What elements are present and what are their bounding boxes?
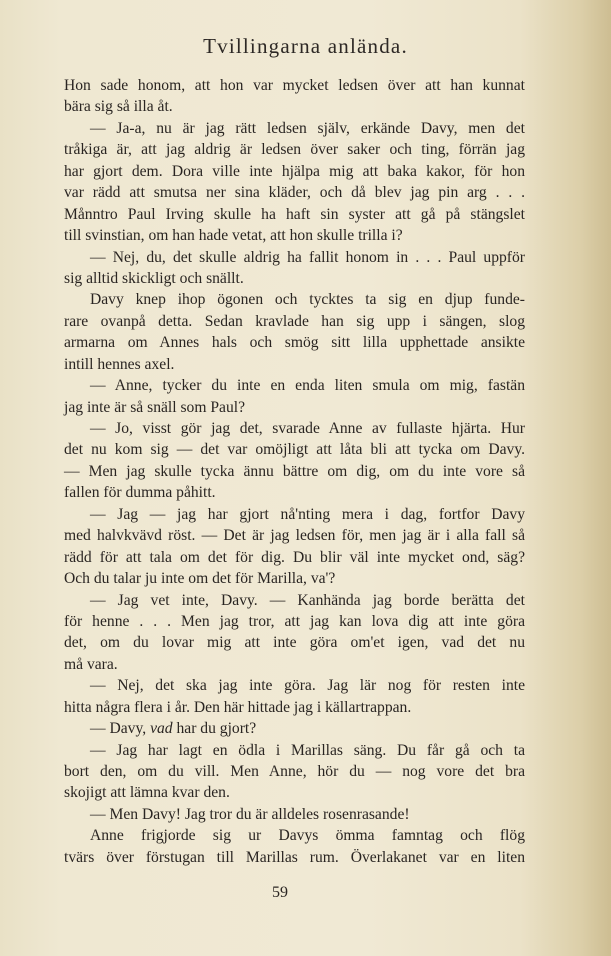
- text-line: det, om du lovar mig att inte göra om'et igen, vad det nu: [64, 634, 525, 652]
- italic-word: vad: [150, 720, 173, 738]
- text-line: — Jag — jag har gjort nå'nting mera i dag, fortfor Davy: [90, 505, 525, 523]
- text-line: för henne . . . Men jag tror, att jag kan lova dig att inte göra: [64, 612, 525, 630]
- text-line: — Men Davy! Jag tror du är alldeles rosenrasande!: [90, 805, 410, 823]
- text-line: — Jag vet inte, Davy. — Kanhända jag borde berätta det: [90, 591, 525, 609]
- text-line: bort den, om du vill. Men Anne, hör du — nog vore det bra: [64, 763, 525, 780]
- text-line: Hon sade honom, att hon var mycket ledsen över att han kunnat: [64, 77, 525, 94]
- text-line: [64, 718, 525, 739]
- page-body-text: [64, 75, 525, 868]
- text-line: Och du talar ju inte om det för Marilla, va'?: [64, 570, 336, 588]
- text-line: sig alltid skickligt och snällt.: [64, 269, 244, 287]
- text-line: skojigt att lämna kvar den.: [64, 784, 230, 802]
- text-line: Månntro Paul Irving skulle ha haft sin syster att gå på stängslet: [64, 205, 525, 223]
- text-line: armarna om Annes hals och smög sitt lilla upphettade ansikte: [64, 334, 525, 352]
- text-line: till svinstian, om han hade vetat, att hon skulle trilla i?: [64, 227, 403, 245]
- text-line: — Men jag skulle tycka ännu bättre om dig, om du inte vore så: [64, 462, 525, 480]
- chapter-title: Tvillingarna anlända.: [203, 34, 408, 58]
- text-line: var rädd att smutsa ner sina kläder, och då blev jag pin arg . . .: [64, 184, 525, 202]
- text-line: bära sig så illa åt.: [64, 98, 173, 116]
- text-line: — Jo, visst gör jag det, svarade Anne av fullaste hjärta. Hur: [90, 420, 525, 437]
- text-line: — Ja-a, nu är jag rätt ledsen själv, erkände Davy, men det: [90, 119, 525, 137]
- text-line: Davy knep ihop ögonen och tycktes ta sig en djup funde-: [90, 291, 525, 309]
- text-line: — Jag har lagt en ödla i Marillas säng. Du får gå och ta: [90, 741, 525, 759]
- text-line: — Anne, tycker du inte en enda liten smula om mig, fastän: [90, 377, 525, 395]
- text-line: jag inte är så snäll som Paul?: [64, 398, 246, 416]
- text-line: rädd för att tala om det för dig. Du blir väl inte mycket ond, säg?: [64, 548, 525, 566]
- text-line: — Nej, det ska jag inte göra. Jag lär nog för resten inte: [90, 677, 525, 695]
- text-line: tråkiga är, att jag aldrig är ledsen över saker och ting, förrän jag: [64, 141, 525, 159]
- text-line: det nu kom sig — det var omöjligt att låta bli att tycka om Davy.: [64, 441, 525, 459]
- text-line: intill hennes axel.: [64, 355, 175, 373]
- text-line: fallen för dumma påhitt.: [64, 484, 216, 502]
- text-line: — Nej, du, det skulle aldrig ha fallit honom in . . . Paul uppför: [90, 248, 525, 266]
- text-line: Anne frigjorde sig ur Davys ömma famntag och flög: [90, 827, 525, 845]
- text-line: tvärs över förstugan till Marillas rum. Överlakanet var en liten: [64, 848, 525, 866]
- text-line: hitta några flera i år. Den här hittade jag i källartrappan.: [64, 698, 412, 716]
- text-span: har du gjort?: [172, 720, 257, 738]
- text-line: må vara.: [64, 655, 118, 673]
- text-line: med halvkvävd röst. — Det är jag ledsen för, men jag är i alla fall så: [64, 527, 525, 545]
- text-line: rare ovanpå detta. Sedan kravlade han sig upp i sängen, slog: [64, 312, 525, 330]
- page-number: 59: [272, 884, 288, 901]
- text-span: — Davy,: [90, 720, 151, 738]
- text-line: har gjort dem. Dora ville inte hjälpa mig att baka kakor, för hon: [64, 162, 525, 180]
